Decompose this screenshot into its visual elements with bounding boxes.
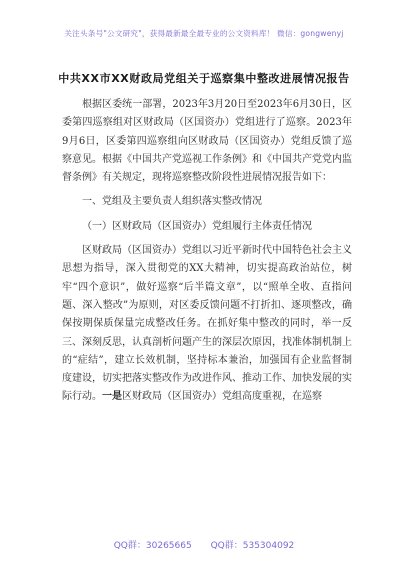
- subsection-heading-1: （一）区财政局（区国资办）党组履行主体责任情况: [82, 220, 312, 232]
- document-body: [62, 96, 352, 407]
- paragraph-intro: 根据区委统一部署，2023年3月20日至2023年6月30日，区委第四巡察组对区财政局（区国资办）党组进行了巡察。2023年9月6日，区委第四巡察组向区财政局（区国资办）党组反馈了巡察意见。根据《中国共产党巡视工作条例》和《中国共产党党内监督条例》有关规定，现将巡察整改阶段性进展情况报告如下：: [62, 99, 352, 184]
- section-heading-1: 一、党组及主要负责人组织落实整改情况: [82, 196, 262, 208]
- paragraph-main-text: 区财政局（区国资办）党组以习近平新时代中国特色社会主义思想为指导，深入贯彻党的XX大精神，切实提高政治站位，树牢“四个意识”，做好巡察“后半篇文章”，以“照单全收、直指问题、深入整改”为原则，对区委反馈问题不打折扣、逐项整改，确保按期保质保量完成整改任务。在抓好集中整改的同时，举一反三、深刻反思，认真剖析问题产生的深层次原因，找准体制机制上的“症结”，建立长效机制，坚持标本兼治，加强国有企业监督制度建设，切实把落实整改作为改进作风、推动工作、加快发展的实际行动。: [62, 245, 352, 403]
- footer-contacts: [0, 538, 408, 551]
- footer-qq-group-2: QQ群：535304092: [210, 541, 295, 551]
- paragraph-bold-lead: 一是: [102, 391, 122, 403]
- paragraph-main: [62, 242, 352, 407]
- paragraph-tail: 区财政局（区国资办）党组高度重视，在巡察: [122, 391, 322, 403]
- header-watermark: 关注头条号"公文研究"，获得最新最全最专业的公文资料库！ 微信：gongwenyj: [64, 29, 344, 38]
- document-title: 中共XX市XX财政局党组关于巡察集中整改进展情况报告: [58, 72, 350, 85]
- footer-qq-group-1: QQ群：30265665: [113, 541, 192, 551]
